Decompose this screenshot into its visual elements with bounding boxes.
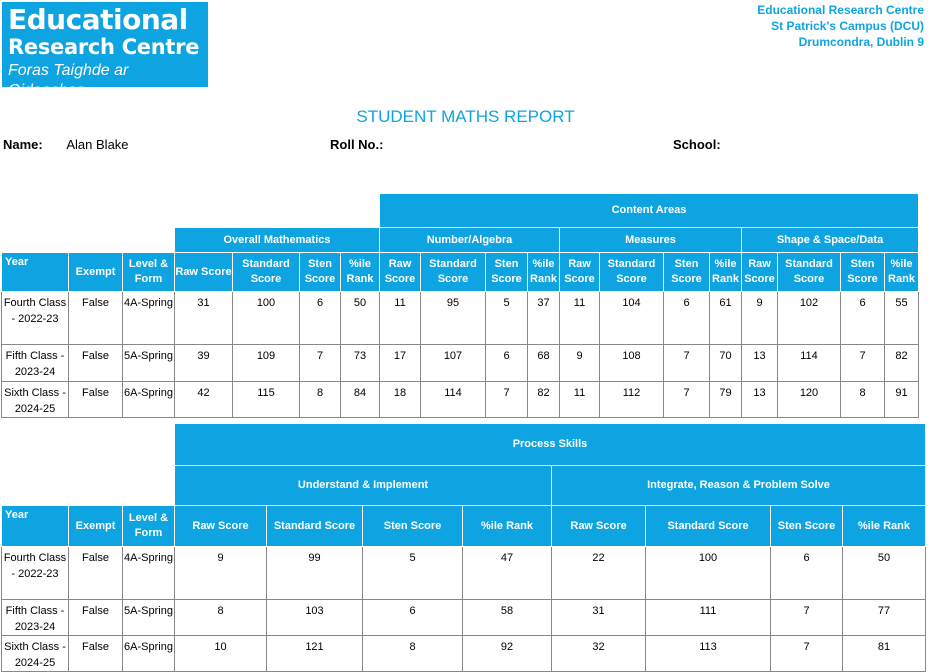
sub-header: %ile Rank: [843, 506, 926, 547]
year-header: Year: [2, 253, 69, 292]
sub-header: Standard Score: [233, 253, 300, 292]
roll-label: [330, 137, 383, 152]
score-cell: 7: [486, 382, 528, 418]
sub-header: Standard Score: [778, 253, 841, 292]
group-measures: Measures: [560, 228, 742, 253]
score-cell: 111: [646, 600, 771, 636]
score-cell: 109: [233, 345, 300, 382]
roll-label-text: Roll No.:: [330, 137, 384, 152]
group-integrate-reason-problem-solve: Integrate, Reason & Problem Solve: [552, 466, 926, 506]
score-cell: 107: [421, 345, 486, 382]
score-cell: 68: [528, 345, 560, 382]
score-cell: 77: [843, 600, 926, 636]
level-form-cell: 6A-Spring: [123, 382, 175, 418]
year-header: Year: [2, 506, 69, 547]
score-cell: 81: [843, 636, 926, 672]
score-cell: 79: [710, 382, 742, 418]
score-cell: 6: [771, 547, 843, 600]
year-cell: Fourth Class - 2022-23: [2, 547, 69, 600]
year-cell: Sixth Class - 2024-25: [2, 382, 69, 418]
score-cell: 11: [560, 382, 600, 418]
score-cell: 5: [486, 292, 528, 345]
score-cell: 114: [778, 345, 841, 382]
score-cell: 61: [710, 292, 742, 345]
score-cell: 6: [300, 292, 341, 345]
address-line: Educational Research Centre: [757, 3, 924, 17]
name-value: Alan Blake: [66, 137, 129, 152]
score-cell: 31: [175, 292, 233, 345]
score-cell: 121: [267, 636, 363, 672]
score-cell: 10: [175, 636, 267, 672]
score-cell: 7: [664, 382, 710, 418]
sub-header: Sten Score: [300, 253, 341, 292]
score-cell: 6: [841, 292, 885, 345]
score-cell: 73: [341, 345, 380, 382]
score-cell: 7: [771, 636, 843, 672]
score-cell: 11: [560, 292, 600, 345]
exempt-cell: False: [69, 600, 123, 636]
content-areas-table: [1, 193, 919, 418]
sub-header: Sten Score: [486, 253, 528, 292]
group-understand-implement: Understand & Implement: [175, 466, 552, 506]
score-cell: 70: [710, 345, 742, 382]
score-cell: 7: [771, 600, 843, 636]
score-cell: 95: [421, 292, 486, 345]
score-cell: 91: [885, 382, 919, 418]
sub-header: %ile Rank: [341, 253, 380, 292]
score-cell: 6: [664, 292, 710, 345]
score-cell: 9: [742, 292, 778, 345]
score-cell: 112: [600, 382, 664, 418]
level-form-cell: 5A-Spring: [123, 345, 175, 382]
score-cell: 58: [463, 600, 552, 636]
group-overall-mathematics: Overall Mathematics: [175, 228, 380, 253]
exempt-cell: False: [69, 636, 123, 672]
score-cell: 8: [363, 636, 463, 672]
level-form-cell: 5A-Spring: [123, 600, 175, 636]
exempt-cell: False: [69, 547, 123, 600]
exempt-header: Exempt: [69, 253, 123, 292]
score-cell: 6: [486, 345, 528, 382]
score-cell: 37: [528, 292, 560, 345]
sub-header: Raw Score: [175, 253, 233, 292]
score-cell: 82: [885, 345, 919, 382]
score-cell: 31: [552, 600, 646, 636]
score-cell: 17: [380, 345, 421, 382]
score-cell: 13: [742, 345, 778, 382]
score-cell: 32: [552, 636, 646, 672]
score-cell: 50: [341, 292, 380, 345]
sub-header: Standard Score: [267, 506, 363, 547]
logo-line-1: Educational: [8, 3, 188, 36]
sub-header: Raw Score: [742, 253, 778, 292]
sub-header: Sten Score: [363, 506, 463, 547]
score-cell: 108: [600, 345, 664, 382]
sub-header: Standard Score: [600, 253, 664, 292]
sub-header: %ile Rank: [528, 253, 560, 292]
sub-header: Sten Score: [841, 253, 885, 292]
score-cell: 103: [267, 600, 363, 636]
score-cell: 84: [341, 382, 380, 418]
sub-header: Sten Score: [664, 253, 710, 292]
table-row: [2, 382, 919, 418]
sub-header: Raw Score: [552, 506, 646, 547]
score-cell: 47: [463, 547, 552, 600]
score-cell: 13: [742, 382, 778, 418]
address-line: St Patrick's Campus (DCU): [771, 19, 924, 33]
level-form-header: Level & Form: [123, 506, 175, 547]
sub-header: %ile Rank: [710, 253, 742, 292]
score-cell: 9: [175, 547, 267, 600]
score-cell: 7: [664, 345, 710, 382]
level-form-cell: 4A-Spring: [123, 547, 175, 600]
score-cell: 18: [380, 382, 421, 418]
score-cell: 102: [778, 292, 841, 345]
score-cell: 120: [778, 382, 841, 418]
school-label-text: School:: [673, 137, 721, 152]
sub-header: Standard Score: [646, 506, 771, 547]
name-row: [3, 137, 129, 152]
level-form-header: Level & Form: [123, 253, 175, 292]
sub-header: %ile Rank: [885, 253, 919, 292]
score-cell: 50: [843, 547, 926, 600]
sub-header: Standard Score: [421, 253, 486, 292]
report-title: STUDENT MATHS REPORT: [356, 107, 575, 126]
year-cell: Sixth Class - 2024-25: [2, 636, 69, 672]
sub-header: Sten Score: [771, 506, 843, 547]
table-row: [2, 292, 919, 345]
table-row: [2, 345, 919, 382]
sub-header: Raw Score: [175, 506, 267, 547]
address-line: Drumcondra, Dublin 9: [798, 35, 924, 49]
score-cell: 100: [646, 547, 771, 600]
exempt-cell: False: [69, 345, 123, 382]
score-cell: 9: [560, 345, 600, 382]
group-number-algebra: Number/Algebra: [380, 228, 560, 253]
year-cell: Fourth Class - 2022-23: [2, 292, 69, 345]
group-shape-space-data: Shape & Space/Data: [742, 228, 919, 253]
sub-header: %ile Rank: [463, 506, 552, 547]
name-label: Name:: [3, 137, 43, 152]
table-row: [2, 600, 926, 636]
process-skills-header: Process Skills: [175, 424, 926, 466]
score-cell: 55: [885, 292, 919, 345]
year-cell: Fifth Class - 2023-24: [2, 345, 69, 382]
level-form-cell: 4A-Spring: [123, 292, 175, 345]
table-row: [2, 636, 926, 672]
address-block: [757, 2, 924, 50]
score-cell: 113: [646, 636, 771, 672]
erc-logo: [2, 2, 208, 99]
score-cell: 6: [363, 600, 463, 636]
score-cell: 8: [841, 382, 885, 418]
score-cell: 22: [552, 547, 646, 600]
score-cell: 11: [380, 292, 421, 345]
score-cell: 82: [528, 382, 560, 418]
table-row: [2, 547, 926, 600]
score-cell: 100: [233, 292, 300, 345]
content-areas-header: Content Areas: [380, 194, 919, 228]
score-cell: 42: [175, 382, 233, 418]
exempt-cell: False: [69, 382, 123, 418]
score-cell: 8: [300, 382, 341, 418]
level-form-cell: 6A-Spring: [123, 636, 175, 672]
score-cell: 114: [421, 382, 486, 418]
score-cell: 5: [363, 547, 463, 600]
sub-header: Raw Score: [560, 253, 600, 292]
exempt-header: Exempt: [69, 506, 123, 547]
score-cell: 39: [175, 345, 233, 382]
score-cell: 115: [233, 382, 300, 418]
school-label: [673, 137, 721, 152]
score-cell: 104: [600, 292, 664, 345]
sub-header: Raw Score: [380, 253, 421, 292]
score-cell: 7: [841, 345, 885, 382]
score-cell: 8: [175, 600, 267, 636]
score-cell: 92: [463, 636, 552, 672]
year-cell: Fifth Class - 2023-24: [2, 600, 69, 636]
score-cell: 7: [300, 345, 341, 382]
exempt-cell: False: [69, 292, 123, 345]
process-skills-table: [1, 423, 926, 672]
logo-line-2: Research Centre: [8, 35, 200, 59]
logo-line-3: Foras Taighde ar Oideachas: [8, 62, 129, 99]
score-cell: 99: [267, 547, 363, 600]
